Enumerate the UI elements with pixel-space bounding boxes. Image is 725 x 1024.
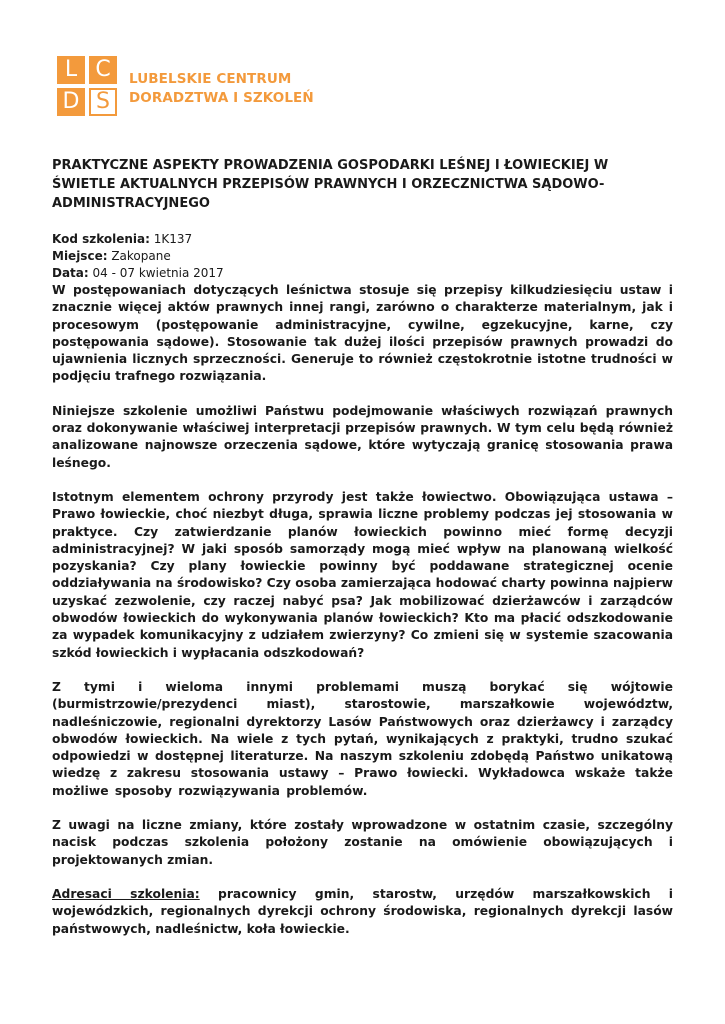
logo-tile-s: S [89, 88, 117, 116]
meta-code-value: 1K137 [153, 232, 193, 246]
training-meta [52, 231, 673, 282]
paragraph-audience [52, 886, 673, 938]
lcds-logo [57, 56, 314, 116]
audience-text: pracownicy gmin, starostw, urzędów marszałkowskich i wojewódzkich, regionalnych dyrekcji ochrony środowiska, regionalnych dyrekcji lasów państwowych, nadleśnictw, koła łowieckie. [52, 886, 674, 936]
audience-label: Adresaci szkolenia: [52, 886, 200, 901]
paragraph-problems: Z tymi i wieloma innymi problemami muszą borykać się wójtowie (burmistrzowie/prezydenci miast), starostowie, marszałkowie województw, nadleśniczowie, regionalni dyrektorzy Lasów Państwowych oraz dzierżawcy i zarządcy obwodów łowieckich. Na wiele z tych pytań, wynikających z praktyki, trudno szukać odpowiedzi w dostępnej literaturze. Na naszym szkoleniu zdobędą Państwo unikatową wiedzę z zakresu stosowania ustawy – Prawo łowiecki. Wykładowca wskaże także możliwe sposoby rozwiązywania problemów. [52, 679, 673, 798]
logo-line-2: DORADZTWA I SZKOLEŃ [129, 90, 314, 106]
meta-code-label: Kod szkolenia: [52, 232, 150, 246]
logo-tile-c: C [89, 56, 117, 84]
logo-tile-l: L [57, 56, 85, 84]
meta-date-label: Data: [52, 266, 89, 280]
logo-wordmark [129, 70, 314, 108]
paragraph-intro: W postępowaniach dotyczących leśnictwa stosuje się przepisy kilkudziesięciu ustaw i znacznie więcej aktów prawnych innej rangi, zarówno o charakterze materialnym, jak i procesowym (postępowanie administracyjne, cywilne, egzekucyjne, karne, czy postępowania sądowe). Stosowanie tak dużej ilości przepisów prawnych prowadzi do ujawnienia licznych sprzeczności. Generuje to również częstokrotnie istotne trudności w podjęciu trafnego rozwiązania. [52, 283, 673, 384]
meta-place-value: Zakopane [111, 249, 171, 263]
paragraph-changes: Z uwagi na liczne zmiany, które zostały wprowadzone w ostatnim czasie, szczególny nacisk podczas szkolenia położony zostanie na omówienie obowiązujących i projektowanych zmian. [52, 818, 673, 867]
document-body [52, 156, 673, 938]
paragraph-hunting-questions: Istotnym elementem ochrony przyrody jest także łowiectwo. Obowiązująca ustawa – Prawo łowieckie, choć niezbyt długa, sprawia liczne problemy podczas jej stosowania w praktyce. Czy zatwierdzanie planów łowieckich powinno mieć formę decyzji administracyjnej? W jaki sposób samorządy mogą mieć wpływ na planowaną wielkość pozyskania? Czy plany łowieckie powinny być poddawane strategicznej ocenie oddziaływania na środowisko? Czy osoba zamierzająca hodować charty powinna najpierw uzyskać zezwolenie, czy raczej nabyć psa? Jak mobilizować dzierżawców i zarządców obwodów łowieckich do wykonywania planów łowieckich? Kto ma płacić odszkodowanie za wypadek komunikacyjny z udziałem zwierzyny? Co zmieni się w systemie szacowania szkód łowieckich i wypłacania odszkodowań? [52, 489, 673, 660]
meta-code [52, 231, 673, 248]
logo-tiles [57, 56, 117, 116]
paragraph-training-scope: Niniejsze szkolenie umożliwi Państwu podejmowanie właściwych rozwiązań prawnych oraz dokonywanie właściwej interpretacji przepisów prawnych. W tym celu będą również analizowane najnowsze orzeczenia sądowe, które wytyczają granicę stosowania prawa leśnego. [52, 403, 673, 470]
page-title: PRAKTYCZNE ASPEKTY PROWADZENIA GOSPODARKI LEŚNEJ I ŁOWIECKIEJ W ŚWIETLE AKTUALNYCH PRZEPISÓW PRAWNYCH I ORZECZNICTWA SĄDOWO-ADMINISTRACYJNEGO [52, 158, 609, 211]
meta-place [52, 248, 673, 265]
meta-place-label: Miejsce: [52, 249, 108, 263]
meta-date-value: 04 - 07 kwietnia 2017 [92, 266, 224, 280]
logo-line-1: LUBELSKIE CENTRUM [129, 71, 292, 87]
logo-tile-d: D [57, 88, 85, 116]
meta-date [52, 265, 673, 282]
